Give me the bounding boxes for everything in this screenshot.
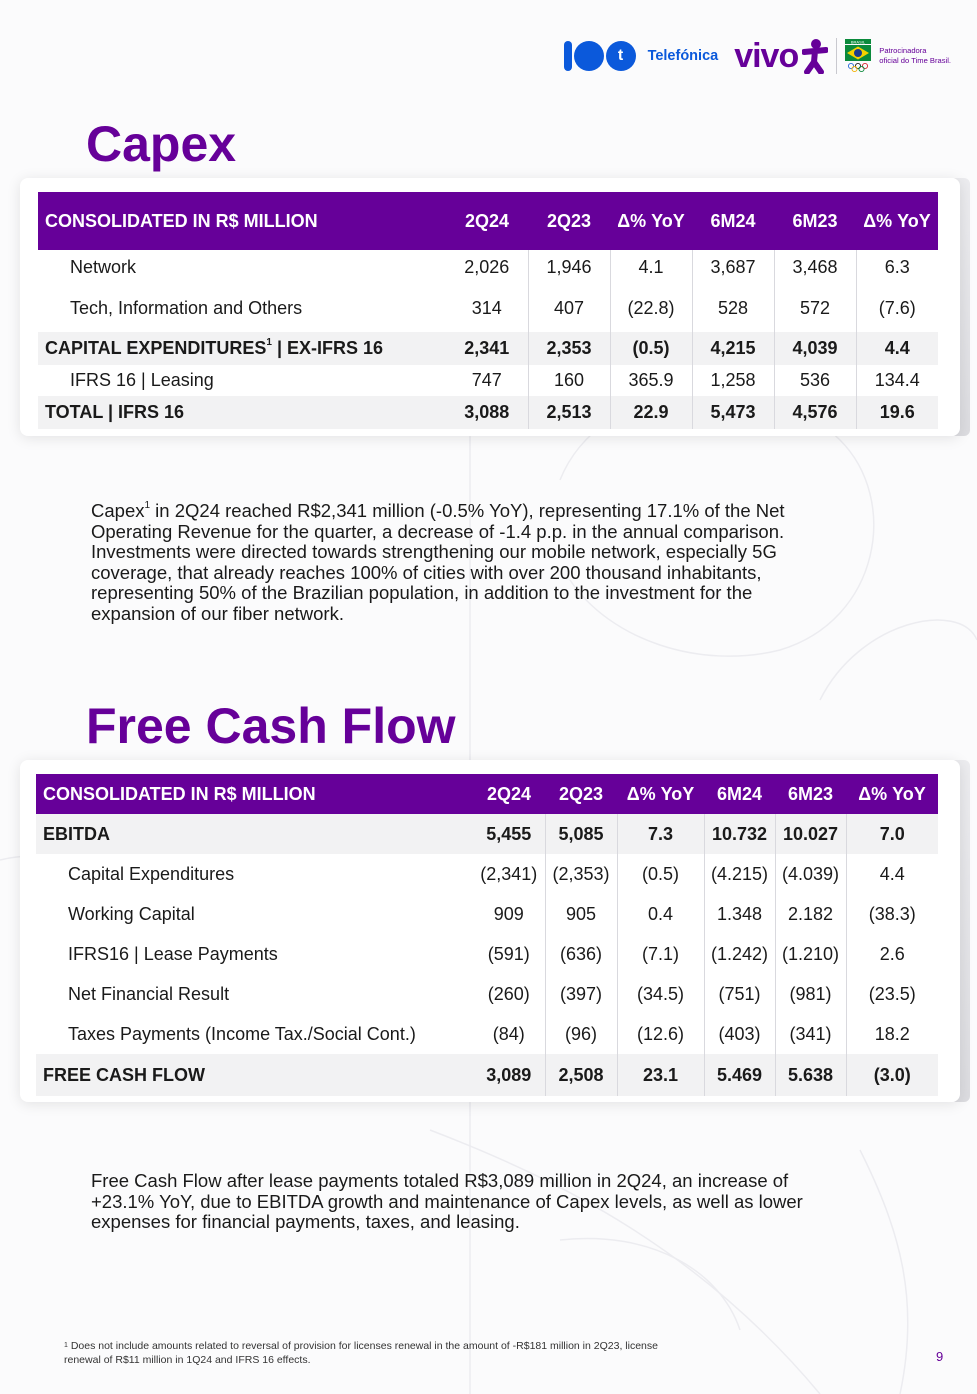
table-row bbox=[36, 854, 938, 894]
column-header: Δ% YoY bbox=[610, 192, 692, 250]
table-cell: (4.215) bbox=[704, 854, 775, 894]
sponsor-text: Patrocinadora oficial do Time Brasil. bbox=[879, 46, 951, 65]
column-header: Δ% YoY bbox=[856, 192, 938, 250]
column-header: 6M23 bbox=[775, 774, 846, 814]
table-row bbox=[38, 284, 938, 332]
table-cell: 7.0 bbox=[846, 814, 938, 854]
capex-paragraph: Capex$^1$ in 2Q24 reached R$2,341 million (-0.5% YoY), representing 17.1% of the Net Operating Revenue for the quarter, a decrease of -1.4 p.p. in the annual comparison. Investments were directed towards strengthening our mobile network, especially 5G coverage, that already reaches 100% of cities with over 200 thousand inhabitants, representing 50% of the Brazilian population, in addition to the investment for the expansion of our fiber network. bbox=[91, 500, 785, 624]
row-label: IFRS16 | Lease Payments bbox=[68, 943, 278, 964]
table-row bbox=[38, 250, 938, 284]
row-label: Net Financial Result bbox=[68, 983, 230, 1004]
svg-text:BRASIL: BRASIL bbox=[851, 39, 866, 45]
column-header: 6M24 bbox=[692, 192, 774, 250]
table-cell: (2,353) bbox=[545, 854, 617, 894]
row-label: TOTAL | IFRS 16 bbox=[38, 396, 446, 429]
table-cell: (751) bbox=[704, 974, 775, 1014]
table-row bbox=[36, 894, 938, 934]
table-cell: 3,468 bbox=[774, 250, 856, 284]
table-cell: (3.0) bbox=[846, 1054, 938, 1096]
header-logos bbox=[564, 34, 951, 78]
row-label: Taxes Payments (Income Tax./Social Cont.) bbox=[68, 1023, 416, 1044]
100-years-logo bbox=[564, 41, 636, 71]
row-label: EBITDA bbox=[36, 814, 473, 854]
table-cell: (84) bbox=[473, 1014, 545, 1054]
table-cell: 407 bbox=[528, 284, 610, 332]
column-header: Δ% YoY bbox=[846, 774, 938, 814]
table-cell: (981) bbox=[775, 974, 846, 1014]
table-cell: 747 bbox=[446, 365, 528, 396]
vivo-figure-icon bbox=[802, 38, 828, 74]
table-cell: 2.182 bbox=[775, 894, 846, 934]
row-label: CAPITAL EXPENDITURES$^1$ | EX-IFRS 16 bbox=[38, 332, 446, 365]
row-label: FREE CASH FLOW bbox=[36, 1054, 473, 1096]
fcf-paragraph: Free Cash Flow after lease payments totaled R$3,089 million in 2Q24, an increase of +23.1% YoY, due to EBITDA growth and maintenance of Capex levels, as well as lower expenses for financial payments, taxes, and leasing. bbox=[91, 1170, 803, 1232]
table-cell: 2,341 bbox=[446, 332, 528, 365]
table-cell: 2,026 bbox=[446, 250, 528, 284]
row-label: Network bbox=[70, 256, 137, 277]
table-cell: (636) bbox=[545, 934, 617, 974]
vivo-logo: vivo bbox=[734, 37, 799, 75]
table-cell: 536 bbox=[774, 365, 856, 396]
table-cell: 909 bbox=[473, 894, 545, 934]
table-row bbox=[36, 814, 938, 854]
table-row bbox=[36, 974, 938, 1014]
table-cell: (0.5) bbox=[617, 854, 704, 894]
table-cell: 1.348 bbox=[704, 894, 775, 934]
table-cell: 1,258 bbox=[692, 365, 774, 396]
table-row bbox=[38, 332, 938, 365]
capex-title: Capex bbox=[86, 116, 237, 172]
row-label: Capital Expenditures bbox=[68, 863, 235, 884]
fcf-header-row bbox=[36, 774, 938, 814]
table-cell: 4,039 bbox=[774, 332, 856, 365]
table-cell: (34.5) bbox=[617, 974, 704, 1014]
table-row bbox=[38, 396, 938, 429]
capex-table bbox=[38, 192, 938, 429]
table-cell: 4,576 bbox=[774, 396, 856, 429]
table-row bbox=[36, 934, 938, 974]
table-cell: 365.9 bbox=[610, 365, 692, 396]
table-cell: 7.3 bbox=[617, 814, 704, 854]
column-header: CONSOLIDATED IN R$ MILLION bbox=[36, 774, 473, 814]
column-header: 2Q24 bbox=[473, 774, 545, 814]
column-header: 2Q23 bbox=[545, 774, 617, 814]
table-cell: 4.4 bbox=[879, 863, 905, 884]
table-cell: (397) bbox=[545, 974, 617, 1014]
table-cell: (38.3) bbox=[868, 903, 916, 924]
table-row bbox=[36, 1054, 938, 1096]
table-cell: 5,085 bbox=[545, 814, 617, 854]
table-cell: 19.6 bbox=[856, 396, 938, 429]
table-cell: 0.4 bbox=[617, 894, 704, 934]
column-header: 2Q24 bbox=[446, 192, 528, 250]
telefonica-logo: Telefónica bbox=[647, 48, 719, 64]
capex-header-row bbox=[38, 192, 938, 250]
table-cell: 2,513 bbox=[528, 396, 610, 429]
column-header: 2Q23 bbox=[528, 192, 610, 250]
table-cell: 5.469 bbox=[704, 1054, 775, 1096]
table-cell: (12.6) bbox=[617, 1014, 704, 1054]
table-cell: 6.3 bbox=[884, 256, 910, 277]
table-cell: (23.5) bbox=[868, 983, 916, 1004]
table-cell: (4.039) bbox=[775, 854, 846, 894]
table-cell: (1.210) bbox=[775, 934, 846, 974]
column-header: Δ% YoY bbox=[617, 774, 704, 814]
page-number: 9 bbox=[936, 1349, 944, 1364]
table-cell: 4.1 bbox=[610, 250, 692, 284]
table-cell: (7.6) bbox=[878, 297, 916, 318]
table-cell: 22.9 bbox=[610, 396, 692, 429]
column-header: CONSOLIDATED IN R$ MILLION bbox=[38, 192, 446, 250]
fcf-table bbox=[36, 774, 938, 1096]
table-cell: 528 bbox=[692, 284, 774, 332]
table-cell: (591) bbox=[473, 934, 545, 974]
table-cell: 134.4 bbox=[874, 370, 920, 390]
table-cell: 5,473 bbox=[692, 396, 774, 429]
table-cell: (7.1) bbox=[617, 934, 704, 974]
table-cell: 4,215 bbox=[692, 332, 774, 365]
table-cell: 3,687 bbox=[692, 250, 774, 284]
row-label: Working Capital bbox=[68, 903, 195, 924]
table-cell: (1.242) bbox=[704, 934, 775, 974]
table-cell: 5.638 bbox=[775, 1054, 846, 1096]
table-cell: 23.1 bbox=[617, 1054, 704, 1096]
brazil-olympic-committee-logo bbox=[845, 39, 871, 73]
table-row bbox=[38, 365, 938, 396]
table-cell: 2.6 bbox=[879, 943, 905, 964]
table-cell: 2,353 bbox=[528, 332, 610, 365]
table-cell: 5,455 bbox=[473, 814, 545, 854]
table-cell: 18.2 bbox=[874, 1023, 910, 1044]
table-cell: 905 bbox=[545, 894, 617, 934]
table-cell: (341) bbox=[775, 1014, 846, 1054]
table-cell: (260) bbox=[473, 974, 545, 1014]
telefonica-t-icon: t bbox=[606, 41, 636, 71]
table-cell: 10.732 bbox=[704, 814, 775, 854]
table-cell: 572 bbox=[774, 284, 856, 332]
table-cell: 3,088 bbox=[446, 396, 528, 429]
column-header: 6M24 bbox=[704, 774, 775, 814]
table-row bbox=[36, 1014, 938, 1054]
footnote: $^1$ Does not include amounts related to reversal of provision for licenses renewal in the amount of -R$181 million in 2Q23, license renewal of R$11 million in 1Q24 and IFRS 16 effects. bbox=[64, 1340, 658, 1366]
table-cell: (2,341) bbox=[473, 854, 545, 894]
table-cell: (0.5) bbox=[610, 332, 692, 365]
table-cell: 160 bbox=[528, 365, 610, 396]
table-cell: 3,089 bbox=[473, 1054, 545, 1096]
table-cell: 10.027 bbox=[775, 814, 846, 854]
table-cell: (403) bbox=[704, 1014, 775, 1054]
table-cell: 1,946 bbox=[528, 250, 610, 284]
fcf-title: Free Cash Flow bbox=[86, 698, 456, 754]
table-cell: 2,508 bbox=[545, 1054, 617, 1096]
table-cell: 314 bbox=[446, 284, 528, 332]
row-label: IFRS 16 | Leasing bbox=[70, 370, 214, 390]
table-cell: 4.4 bbox=[856, 332, 938, 365]
table-cell: (96) bbox=[545, 1014, 617, 1054]
row-label: Tech, Information and Others bbox=[70, 297, 303, 318]
logo-divider bbox=[836, 38, 837, 74]
column-header: 6M23 bbox=[774, 192, 856, 250]
table-cell: (22.8) bbox=[610, 284, 692, 332]
